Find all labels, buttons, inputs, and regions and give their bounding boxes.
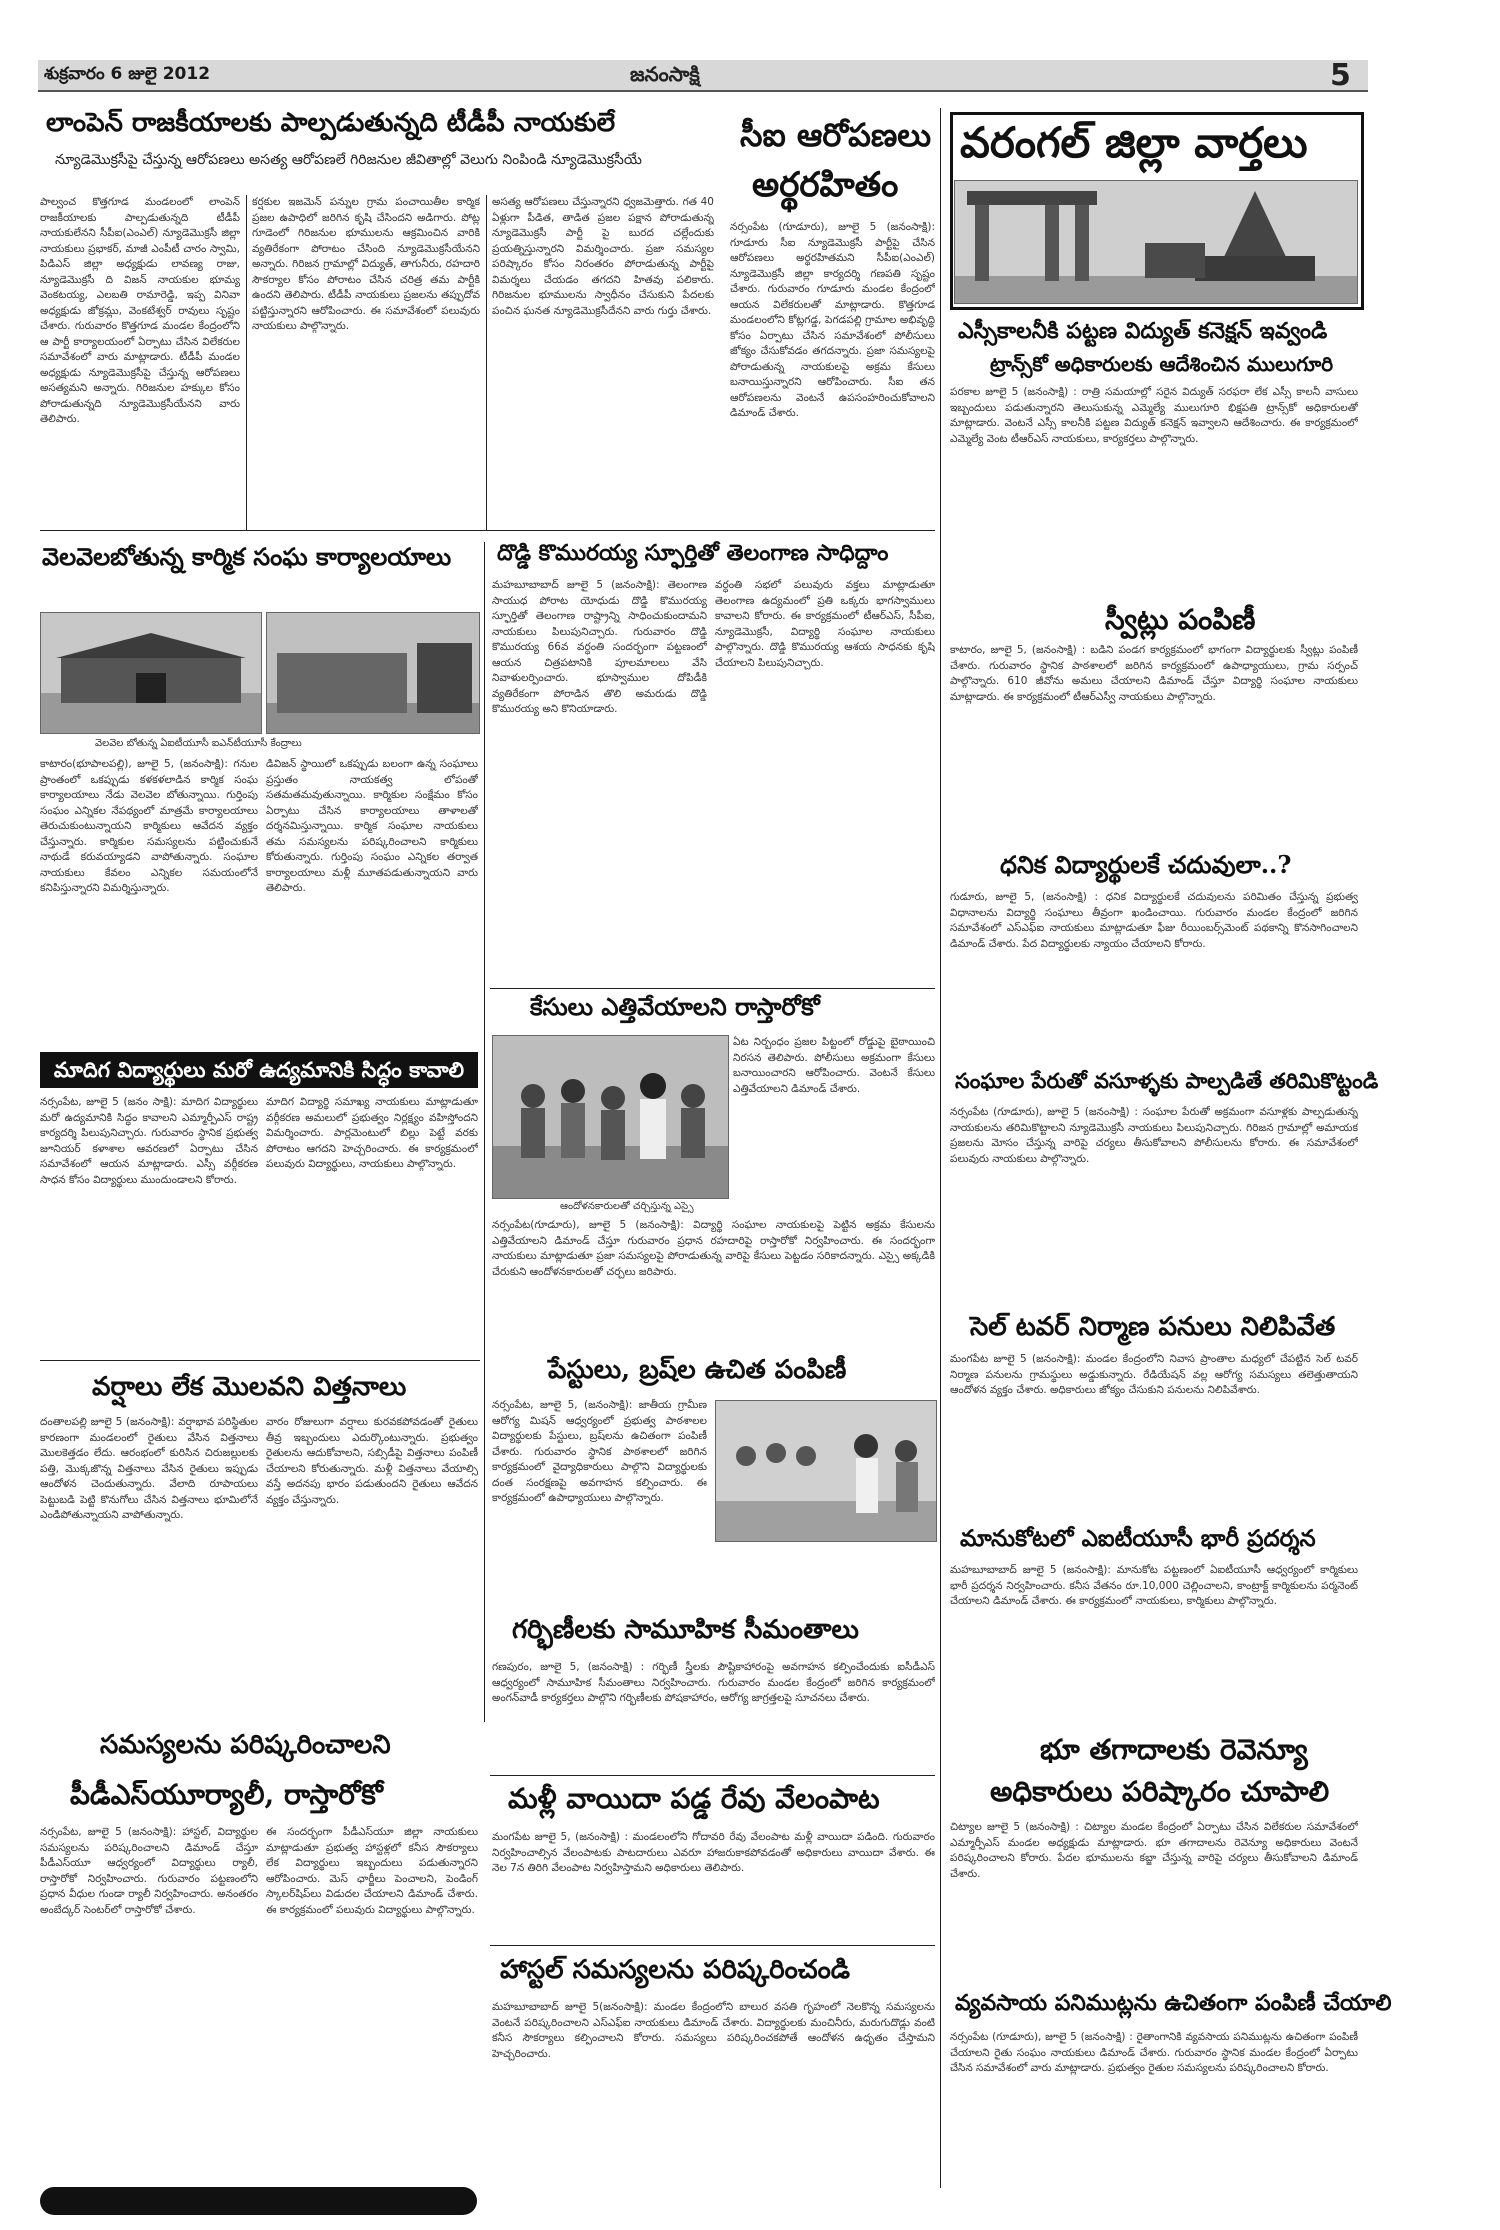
warangal-banner-title: వరంగల్ జిల్లా వార్తలు (960, 118, 1308, 167)
s5-body: నర్సంపేట(గూడూరు), జూలై 5 (జనంసాక్షి): విద్యార్థి సంఘాల నాయకులపై పెట్టిన అక్రమ కేసులను ఎత్తివేయాలని డిమాండ్ చేస్తూ గురువారం ప్రధాన రహదారిపై రాస్తారోకో నిర్వహించారు. ఈ సందర్భంగా నాయకులు మాట్లాడుతూ ప్రజా సమస్యలపై పోరాడుతున్న వారిపై కేసులు పెట్టడం సరికాదన్నారు. ఎస్సై అక్కడికి చేరుకుని ఆందోళనకారులతో చర్చలు జరిపారు. (492, 1219, 935, 1278)
s10-column-1: నర్సంపేట, జూలై 5 (జనంసాక్షి): హాస్టల్, విద్యార్థుల సమస్యలను పరిష్కరించాలని డిమాండ్ చేస్తూ పీడీఎస్‌యూ ఆధ్వర్యంలో విద్యార్థులు ర్యాలీ, రాస్తారోకో నిర్వహించారు. గురువారం పట్టణంలోని ప్రధాన వీధుల గుండా ర్యాలీ నిర్వహించారు. అనంతరం అంబేద్కర్ సెంటర్‌లో రాస్తారోకో చేశారు. (40, 1826, 258, 1916)
masthead-newspaper-name: జనంసాక్షి (630, 62, 700, 86)
s7-body: నర్సంపేట, జూలై 5, (జనంసాక్షి): జాతీయ గ్రామీణ ఆరోగ్య మిషన్ ఆధ్వర్యంలో ప్రభుత్వ పాఠశాలల విద్యార్థులకు పేస్టులు, బ్రష్‌లను ఉచితంగా పంపిణీ చేశారు. గురువారం స్థానిక పాఠశాలలో జరిగిన కార్యక్రమంలో వైద్యాధికారులు పాల్గొని విద్యార్థులకు దంత సంరక్షణపై అవగాహన కల్పించారు. ఈ కార్యక్రమంలో ఉపాధ్యాయులు పాల్గొన్నారు. (492, 1399, 707, 1504)
masthead-page-number: 5 (1330, 58, 1351, 93)
s10-headline-line1: సమస్యలను పరిష్కరించాలని (100, 1730, 391, 1760)
s3-headline: వెలవెలబోతున్న కార్మిక సంఘ కార్యాలయాలు (42, 542, 452, 571)
w-subhead-1: ట్రాన్స్‌కో అధికారులకు ఆదేశించిన ములుగూరి (990, 352, 1334, 376)
w-headline-7b: అధికారులు పరిష్కారం చూపాలి (990, 1775, 1330, 1808)
w-body-3: గుడూరు, జూలై 5, (జనంసాక్షి) : ధనిక విద్యార్థులకే చదువులను పరిమితం చేస్తున్న ప్రభుత్వ విధానాలను విద్యార్థి సంఘాలు తీవ్రంగా ఖండించాయి. గురువారం మండల కేంద్రంలో జరిగిన సమావేశంలో ఎస్‌ఎఫ్ఐ నాయకులు మాట్లాడుతూ ఫీజు రీయింబర్స్‌మెంట్ పథకాన్ని కొనసాగించాలని డిమాండ్ చేశారు. పేద విద్యార్థులకు న్యాయం చేయాలని కోరారు. (950, 891, 1358, 950)
s3-photo-office-1 (40, 612, 262, 734)
s5-protest-photo (492, 1035, 729, 1199)
s6-column-1: నర్సంపేట, జూలై 5 (జనం సాక్షి): మాదిగ విద్యార్థులు మరో ఉద్యమానికి సిద్ధం కావాలని ఎమ్మార్పీఎస్ రాష్ట్ర కార్యదర్శి పిలుపునిచ్చారు. గురువారం స్థానిక ప్రభుత్వ జూనియర్ కళాశాల ఆవరణలో ఏర్పాటు చేసిన సమావేశంలో ఆయన మాట్లాడారు. ఎస్సీ వర్గీకరణ సాధన కోసం విద్యార్థులు ముందుండాలని కోరారు. (40, 1096, 258, 1186)
s1-column-1: పాల్వంచ కొత్తగూడ మండలంలో లాంపెన్ రాజకీయాలకు పాల్పడుతున్నది టీడీపీ నాయకులేనని సీపీఐ(ఎంఎల్) న్యూడెమొక్రసీ జిల్లా నాయకులు ప్రభాకర్, మాజీ ఎంపీటీ చారం స్వామి, పిడిఎస్ జిల్లా అధ్యక్షుడు లావణ్య రాజు, న్యూడెమొక్రసీ ది విజన్ నాయకుల భూమ్య వెంకటయ్య, ఎలబతి రామారెడ్డి, ఇప్ప వినివా అధ్యక్షుడు జోక్రమ్లు, వెంకటేశ్వర్ రావులు సృష్టం చేశారు. గురువారం కొత్తగూడ మండల కేంద్రంలోని ఆ పార్టీ కార్యాలయంలో ఏర్పాటు చేసిన విలేకరుల సమావేశంలో వారు మాట్లాడారు. టీడీపీ మండల అధ్యక్షుడు న్యూడెమొక్రసీపై చేస్తున్న ఆరోపణలు అసత్యమని అన్నారు. గిరిజనుల హక్కుల కోసం పోరాడుతున్నది న్యూడెమొక్రసీయేనని వారు తెలిపారు. (40, 196, 240, 425)
w-headline-4: సంఘాల పేరుతో వసూళ్ళకు పాల్పడితే తరిమికొట్టండి (955, 1068, 1379, 1093)
warangal-monument-photo (954, 180, 1358, 304)
s5-headline: కేసులు ఎత్తివేయాలని రాస్తారోకో (530, 992, 820, 1021)
s2-headline-line1: సీఐ ఆరోపణలు (740, 116, 932, 154)
s1-deck: న్యూడెమొక్రసీపై చేస్తున్న ఆరోపణలు అసత్య ఆరోపణలే గిరిజనుల జీవితాల్లో వెలుగు నింపిండి న్యూడెమొక్రసీయే (55, 152, 642, 168)
s5-photo-caption: ఆందోళనకారులతో చర్చిస్తున్న ఎస్సై (560, 1201, 694, 1212)
s7-distribution-photo (715, 1400, 937, 1542)
s8-column-1: దంతాలపల్లి జూలై 5 (జనంసాక్షి): వర్షాభావ పరిస్థితుల కారణంగా మండలంలో రైతులు వేసిన విత్తనాలు మొలకెత్తడం లేదు. ఆరంభంలో కురిసిన చిరుజల్లులకు పత్తి, మొక్కజొన్న విత్తనాలు వేసిన రైతులు ఇప్పుడు ఆందోళన చెందుతున్నారు. వేలాది రూపాయలు పెట్టుబడి పెట్టి కొనుగోలు చేసిన విత్తనాలు భూమిలోనే ఎండిపోతున్నాయని వాపోతున్నారు. (40, 1416, 258, 1521)
w-headline-1: ఎస్సీకాలనీకి పట్టణ విద్యుత్ కనెక్షన్ ఇవ్వండి (958, 318, 1328, 344)
divider (40, 530, 935, 531)
divider (486, 195, 487, 530)
w-headline-5: సెల్ టవర్ నిర్మాణ పనులు నిలిపివేత (970, 1312, 1336, 1342)
w-headline-8: వ్యవసాయ పనిముట్లను ఉచితంగా పంపిణీ చేయాలి (955, 1990, 1392, 2016)
s1-column-3: అసత్య ఆరోపణలు చేస్తున్నారని ధ్వజమెత్తారు. గత 40 ఏళ్లుగా పీడిత, తాడిత ప్రజల పక్షాన పోరాడుతున్న న్యూడెమొక్రసీ పార్టీ పై బురద చల్లేందుకు ప్రయత్నిస్తున్నారని విమర్శించారు. ప్రజా సమస్యల పరిష్కారం కోసం నిరంతరం పోరాడుతున్న పార్టీపై విమర్శలు చేయడం తగదని హితవు పలికారు. గిరిజనుల భూములను స్వాధీనం చేసుకుని పేదలకు పంచిన ఘనత న్యూడెమొక్రసీదేనని వారు గుర్తు చేశారు. (492, 196, 714, 317)
s6-headline-banner: మాదిగ విద్యార్థులు మరో ఉద్యమానికి సిద్ధం కావాలి (40, 1052, 478, 1088)
s3-photo-caption: వెలవెల బోతున్న ఏఐటీయూసీ ఐఎన్‌టీయూసీ కేంద్రాలు (95, 738, 302, 749)
bottom-decorative-bar (40, 2187, 477, 2215)
s4-headline: దొడ్డి కొమురయ్య స్ఫూర్తితో తెలంగాణ సాధిద్దాం (497, 540, 889, 566)
s9-body: గణపురం, జూలై 5, (జనంసాక్షి) : గర్భిణీ స్త్రీలకు పౌష్టికాహారంపై అవగాహన కల్పించేందుకు ఐసీడీఎస్ ఆధ్వర్యంలో సామూహిక సీమంతాలు నిర్వహించారు. గురువారం మండల కేంద్రంలో జరిగిన కార్యక్రమంలో అంగన్‌వాడీ కార్యకర్తలు పాల్గొని గర్భిణీలకు పోషకాహారం, ఆరోగ్య జాగ్రత్తలపై సూచనలు చేశారు. (492, 1661, 935, 1704)
s10-column-2: ఈ సందర్భంగా పీడీఎస్‌యూ జిల్లా నాయకులు మాట్లాడుతూ ప్రభుత్వ హాస్టళ్లలో కనీస సౌకర్యాలు లేక విద్యార్థులు ఇబ్బందులు పడుతున్నారని ఆరోపించారు. మెస్ ఛార్జీలు పెంచాలని, పెండింగ్ స్కాలర్‌షిప్‌లు విడుదల చేయాలని డిమాండ్ చేశారు. ఈ కార్యక్రమంలో పలువురు విద్యార్థులు పాల్గొన్నారు. (266, 1826, 478, 1916)
w-body-5: మంగపేట జూలై 5 (జనంసాక్షి): మండల కేంద్రంలోని నివాస ప్రాంతాల మధ్యలో చేపట్టిన సెల్ టవర్ నిర్మాణ పనులను గ్రామస్థులు అడ్డుకున్నారు. రేడియేషన్ వల్ల ఆరోగ్య సమస్యలు తలెత్తుతాయని ఆందోళన వ్యక్తం చేశారు. అధికారులు జోక్యం చేసుకుని పనులను నిలిపివేశారు. (950, 1353, 1358, 1396)
w-headline-3: ధనిక విద్యార్థులకే చదువులా..? (1000, 850, 1292, 879)
w-headline-7a: భూ తగాదాలకు రెవెన్యూ (1040, 1733, 1308, 1766)
s3-column-2: డివిజన్ స్థాయిలో ఒకప్పుడు బలంగా ఉన్న సంఘాలు ప్రస్తుతం నాయకత్వ లోపంతో సతమతమవుతున్నాయి. కార్మికుల సంక్షేమం కోసం ఏర్పాటు చేసిన కార్యాలయాలు తాళాలతో దర్శనమిస్తున్నాయి. కార్మిక సంఘాల నాయకులు తమ సమస్యలను పరిష్కరించాలని కార్మికులు కోరుతున్నారు. గుర్తింపు సంఘం ఎన్నికల తర్వాత కార్యాలయాలు మళ్లీ మూతపడుతున్నాయని వారు తెలిపారు. (266, 758, 478, 894)
s9-headline: గర్భిణీలకు సామూహిక సీమంతాలు (512, 1615, 859, 1645)
masthead-date: శుక్రవారం 6 జులై 2012 (44, 64, 211, 84)
s11-headline: మళ్లీ వాయిదా పడ్డ రేవు వేలంపాట (508, 1782, 880, 1815)
masthead-bar (38, 60, 1368, 92)
kakatiya-arch-illustration (955, 181, 1357, 303)
s4-column-2: వర్ధంతి సభలో పలువురు వక్తలు మాట్లాడుతూ తెలంగాణ ఉద్యమంలో ప్రతి ఒక్కరు భాగస్వాములు కావాలని కోరారు. ఈ కార్యక్రమంలో టీఆర్ఎస్, సీపీఐ, న్యూడెమొక్రసీ, విద్యార్థి సంఘాల నాయకులు పాల్గొన్నారు. దొడ్డి కొమురయ్య ఆశయ సాధనకు కృషి చేయాలని పిలుపునిచ్చారు. (715, 579, 935, 669)
s2-body: నర్సంపేట (గూడూరు), జూలై 5 (జనంసాక్షి): గూడూరు సీఐ న్యూడెమొక్రసీ పార్టీపై చేసిన ఆరోపణలు అర్థరహితమని సీపీఐ(ఎంఎల్) న్యూడెమొక్రసీ జిల్లా కార్యదర్శి గణపతి సృష్టం చేశారు. గురువారం గూడూరు మండల కేంద్రంలో ఆయన విలేకరులతో మాట్లాడారు. కొత్తగూడ మండలంలోని కోట్లగడ్డ, పెగడపల్లి గ్రామాల అభివృద్ధి కోసం ఏర్పాటు చేసిన సమావేశంలో పోలీసులు జోక్యం చేసుకోవడం తగదన్నారు. ప్రజా సమస్యలపై పోరాడుతున్న నాయకులపై అక్రమ కేసులు బనాయిస్తున్నారని ఆరోపించారు. సీఐ తన ఆరోపణలను వెంటనే ఉపసంహరించుకోవాలని డిమాండ్ చేశారు. (730, 221, 935, 419)
column-divider (940, 108, 941, 2188)
s7-headline: పేస్టులు, బ్రష్‌ల ఉచిత పంపిణీ (548, 1355, 847, 1385)
divider (490, 1945, 935, 1946)
w-body-2: కాటారం, జూలై 5, (జనంసాక్షి) : బడిని పండగ కార్యక్రమంలో భాగంగా విద్యార్థులకు స్వీట్లు పంపిణీ చేశారు. గురువారం స్థానిక పాఠశాలలో జరిగిన కార్యక్రమంలో ఉపాధ్యాయులు, గ్రామ సర్పంచ్ పాల్గొన్నారు. 610 జీవోను అమలు చేయాలని డిమాండ్ చేస్తూ విద్యార్థి సంఘాల నాయకులు మాట్లాడారు. ఈ కార్యక్రమంలో టీఆర్ఎస్వీ నాయకులు పాల్గొన్నారు. (950, 644, 1358, 703)
s1-headline: లాంపెన్ రాజకీయాలకు పాల్పడుతున్నది టీడీపీ నాయకులే (46, 108, 616, 138)
s12-body: మహబూబాబాద్ జూలై 5(జనంసాక్షి): మండల కేంద్రంలోని బాలుర వసతి గృహంలో నెలకొన్న సమస్యలను వెంటనే పరిష్కరించాలని ఎస్‌ఎఫ్ఐ నాయకులు డిమాండ్ చేశారు. విద్యార్థులకు మంచినీరు, మరుగుదొడ్లు వంటి కనీస సౌకర్యాలు కల్పించాలని కోరారు. సమస్యలు పరిష్కరించకపోతే ఆందోళన ఉధృతం చేస్తామని హెచ్చరించారు. (492, 2001, 935, 2060)
s6-column-2: మాదిగ విద్యార్థి సమాఖ్య నాయకులు మాట్లాడుతూ వర్గీకరణ అమలులో ప్రభుత్వం నిర్లక్ష్యం వహిస్తోందని విమర్శించారు. పార్లమెంటులో బిల్లు పెట్టే వరకు పోరాటం ఆగదని హెచ్చరించారు. ఈ కార్యక్రమంలో పలువురు విద్యార్థులు, నాయకులు పాల్గొన్నారు. (266, 1096, 478, 1170)
s3-photo-office-2 (266, 612, 480, 734)
s4-column-1: మహబూబాబాద్ జూలై 5 (జనంసాక్షి): తెలంగాణ సాయుధ పోరాట యోధుడు దొడ్డి కొమురయ్య స్ఫూర్తితో తెలంగాణ రాష్ట్రాన్ని సాధించుకుందామని నాయకులు పిలుపునిచ్చారు. గురువారం దొడ్డి కొమురయ్య 66వ వర్ధంతి సందర్భంగా పట్టణంలో ఆయన చిత్రపటానికి పూలమాలలు వేసి నివాళులర్పించారు. భూస్వాముల దోపిడీకి వ్యతిరేకంగా పోరాడిన తొలి అమరుడు దొడ్డి కొమురయ్య అని కొనియాడారు. (492, 579, 707, 715)
divider (490, 988, 935, 989)
s8-column-2: వారం రోజులుగా వర్షాలు కురవకపోవడంతో రైతులు తీవ్ర ఇబ్బందులు ఎదుర్కొంటున్నారు. ప్రభుత్వం రైతులను ఆదుకోవాలని, సబ్సిడీపై విత్తనాలు పంపిణీ చేయాలని కోరుతున్నారు. మళ్లీ విత్తనాలు వేయాల్సి వస్తే అదనపు భారం పడుతుందని రైతులు ఆవేదన వ్యక్తం చేస్తున్నారు. (266, 1416, 478, 1506)
s3-column-1: కాటారం(భూపాలపల్లి), జూలై 5, (జనంసాక్షి): గనుల ప్రాంతంలో ఒకప్పుడు కళకళలాడిన కార్మిక సంఘ కార్యాలయాలు నేడు వెలవెల బోతున్నాయి. గుర్తింపు సంఘం ఎన్నికల నేపథ్యంలో మాత్రమే కార్యాలయాలు తెరుచుకుంటున్నాయని కార్మికులు ఆవేదన వ్యక్తం చేస్తున్నారు. కార్మికుల సమస్యలను పట్టించుకునే నాథుడే కరువయ్యాడని వాపోతున్నారు. సంఘాల నాయకులు కేవలం ఎన్నికల సమయంలోనే కనిపిస్తున్నారని విమర్శిస్తున్నారు. (40, 758, 258, 894)
divider (490, 1775, 935, 1776)
w-body-7: చిట్యాల జూలై 5 (జనంసాక్షి) : చిట్యాల మండల కేంద్రంలో ఏర్పాటు చేసిన విలేకరుల సమావేశంలో ఎమ్మార్పీఎస్ మండల అధ్యక్షుడు మాట్లాడారు. భూ తగాదాలను రెవెన్యూ అధికారులు వెంటనే పరిష్కరించాలని కోరారు. పేదల భూములను కబ్జా చేస్తున్న వారిపై చర్యలు తీసుకోవాలని డిమాండ్ చేశారు. (950, 1821, 1358, 1880)
s5-side-column: ఏట నిర్బంధం ప్రజల పిట్టంలో రోడ్డుపై బైఠాయించి నిరసన తెలిపారు. పోలీసులు అక్రమంగా కేసులు బనాయించారని ఆరోపించారు. వెంటనే కేసులు ఎత్తివేయాలని డిమాండ్ చేశారు. (733, 1036, 935, 1095)
w-headline-6: మానుకోటలో ఎఐటీయూసీ భారీ ప్రదర్శన (960, 1525, 1316, 1552)
divider (40, 1360, 480, 1361)
s8-headline: వర్షాలు లేక మొలవని విత్తనాలు (92, 1372, 407, 1402)
divider (246, 195, 247, 530)
s10-headline-line2: పీడీఎస్‌యూర్యాలీ, రాస్తారోకో (70, 1778, 383, 1811)
w-body-4: నర్సంపేట (గూడూరు), జూలై 5 (జనంసాక్షి) : సంఘాల పేరుతో అక్రమంగా వసూళ్లకు పాల్పడుతున్న నాయకులను తరిమికొట్టాలని న్యూడెమొక్రసీ నాయకులు పిలుపునిచ్చారు. గిరిజన గ్రామాల్లో అమాయక ప్రజలను మోసం చేస్తున్న వారిపై చర్యలు తీసుకోవాలని పోలీసులను కోరారు. ఈ సమావేశంలో పలువురు నాయకులు పాల్గొన్నారు. (950, 1106, 1358, 1165)
w-body-1: పరకాల జూలై 5 (జనంసాక్షి) : రాత్రి సమయాల్లో సరైన విద్యుత్ సరఫరా లేక ఎస్సీ కాలనీ వాసులు ఇబ్బందులు పడుతున్నారని తెలుసుకున్న ఎమ్మెల్యే ములుగూరి భిక్షపతి ట్రాన్స్‌కో అధికారులతో మాట్లాడారు. వెంటనే ఎస్సీ కాలనీకి పట్టణ విద్యుత్ కనెక్షన్ ఇవ్వాలని ఆదేశించారు. ఈ కార్యక్రమంలో ఎమ్మెల్యే వెంట టీఆర్ఎస్ నాయకులు, కార్యకర్తలు పాల్గొన్నారు. (950, 386, 1358, 445)
w-body-6: మహబూబాబాద్ జూలై 5 (జనంసాక్షి): మానుకోట పట్టణంలో ఏఐటీయూసీ ఆధ్వర్యంలో కార్మికులు భారీ ప్రదర్శన నిర్వహించారు. కనీస వేతనం రూ.10,000 చెల్లించాలని, కాంట్రాక్ట్ కార్మికులను పర్మనెంట్ చేయాలని డిమాండ్ చేశారు. ఈ కార్యక్రమంలో నాయకులు, కార్మికులు పాల్గొన్నారు. (950, 1564, 1358, 1607)
s2-headline-line2: అర్థరహితం (752, 165, 899, 205)
s1-column-2: కర్షకుల ఇజమెన్ పన్నుల గ్రామ పంచాయితీల కార్మిక ప్రజల ఉపాధిలో జరిగిన కృషి చేసిందని అడిగారు. పోట్ల గూడెంలో గిరిజనుల భూములను ఆక్రమించిన వారికి వ్యతిరేకంగా పోరాటం చేసింది న్యూడెమొక్రసీయేనని అన్నారు. గిరిజన గ్రామాల్లో విద్యుత్, తాగునీరు, రహదారి సౌకర్యాల కోసం పోరాటం చేసిన చరిత్ర తమ పార్టీకి ఉందని తెలిపారు. టీడీపీ నాయకులు ప్రజలను తప్పుదోవ పట్టిస్తున్నారని ఆరోపించారు. ఈ సమావేశంలో పలువురు నాయకులు పాల్గొన్నారు. (252, 196, 480, 332)
divider (484, 542, 485, 1722)
s12-headline: హాస్టల్ సమస్యలను పరిష్కరించండి (500, 1955, 851, 1985)
w-body-8: నర్సంపేట (గూడూరు), జూలై 5 (జనంసాక్షి) : రైతాంగానికి వ్యవసాయ పనిముట్లను ఉచితంగా పంపిణీ చేయాలని రైతు సంఘం నాయకులు డిమాండ్ చేశారు. గురువారం స్థానిక మండల కేంద్రంలో ఏర్పాటు చేసిన సమావేశంలో వారు మాట్లాడారు. ప్రభుత్వం రైతుల సమస్యలను పరిష్కరించాలని కోరారు. (950, 2031, 1358, 2074)
s11-body: మంగపేట జూలై 5, (జనంసాక్షి) : మండలంలోని గోదావరి రేవు వేలంపాట మళ్లీ వాయిదా పడింది. గురువారం నిర్వహించాల్సిన వేలంపాటకు పాటదారులు ఎవరూ హాజరుకాకపోవడంతో అధికారులు వాయిదా వేశారు. ఈ నెల 7న తిరిగి వేలంపాట నిర్వహిస్తామని అధికారులు తెలిపారు. (492, 1831, 935, 1874)
w-headline-2: స్వీట్లు పంపిణీ (1105, 603, 1256, 636)
